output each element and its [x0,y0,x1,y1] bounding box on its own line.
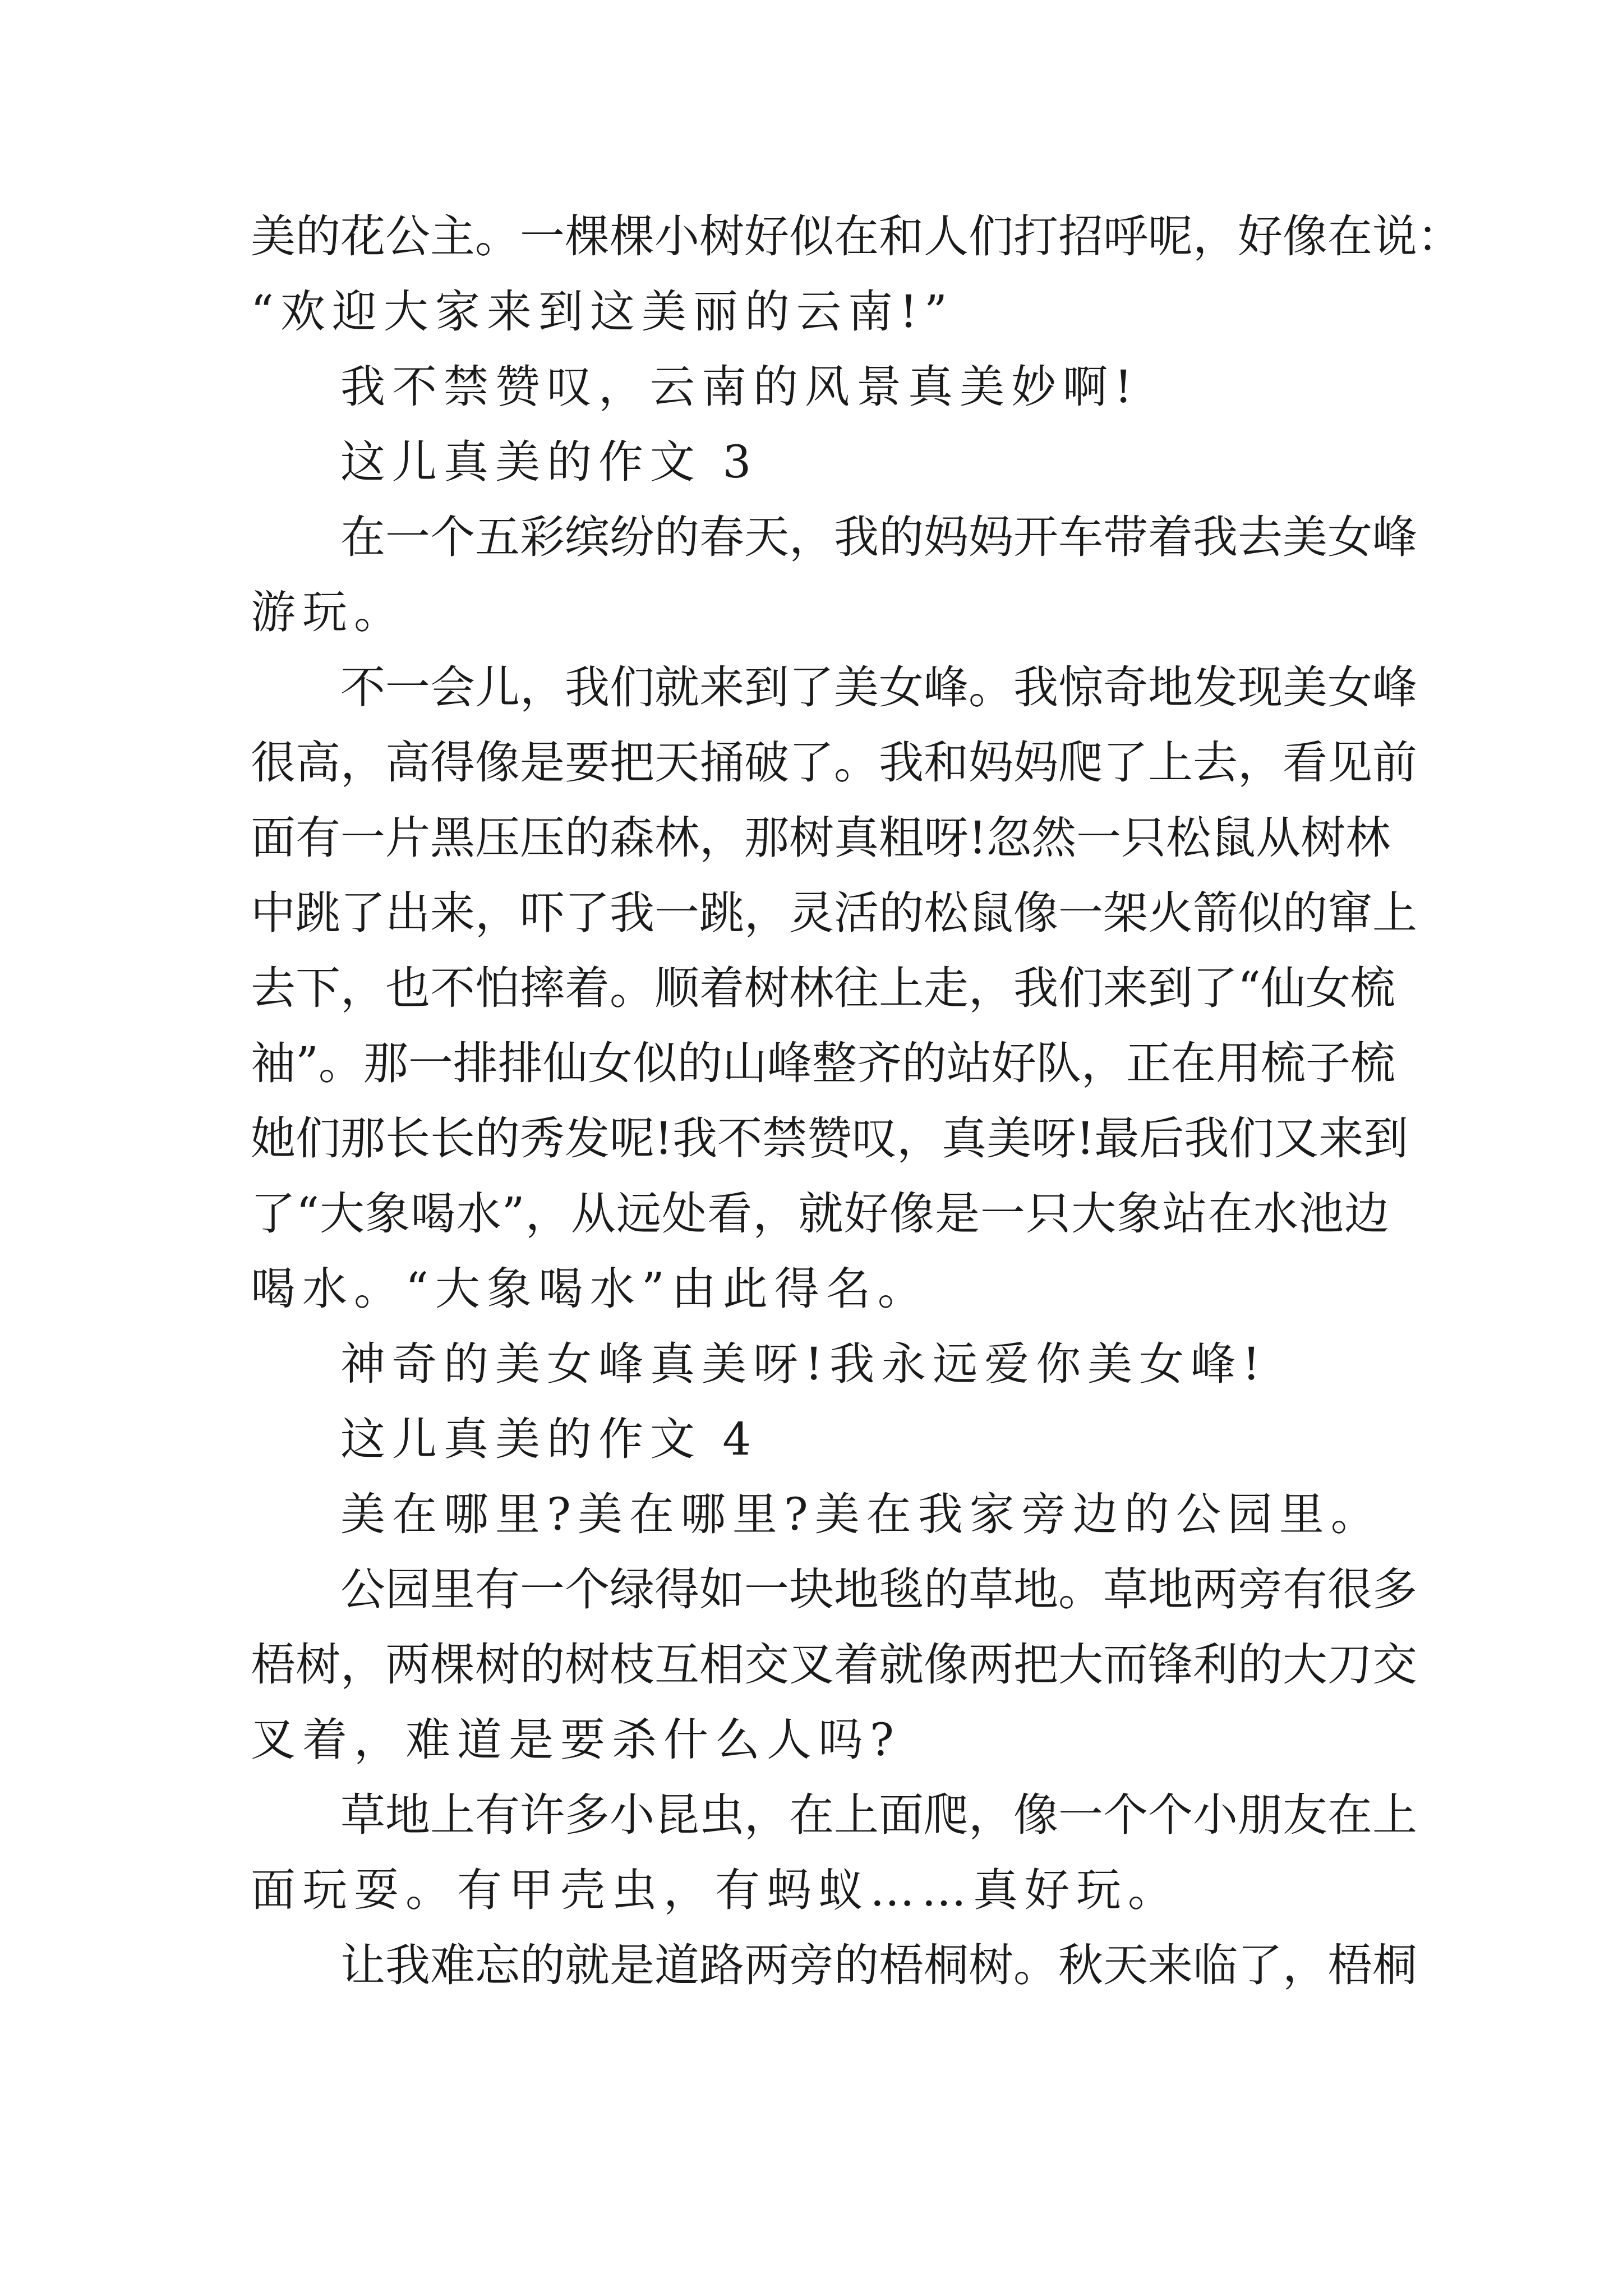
text-line: 不一会儿，我们就来到了美女峰。我惊奇地发现美女峰 [340,661,1417,714]
text-line: 让我难忘的就是道路两旁的梧桐树。秋天来临了，梧桐 [340,1939,1417,1991]
text-line: 中跳了出来，吓了我一跳，灵活的松鼠像一架火箭似的窜上 [251,887,1417,939]
text-line: 了“大象喝水”，从远处看，就好像是一只大象站在水池边 [251,1188,1389,1240]
essay-body [251,199,1462,2003]
text-line: 喝水。“大象喝水”由此得名。 [251,1263,929,1315]
text-line: 美的花公主。一棵棵小树好似在和人们打招呼呢，好像在说： [251,210,1462,263]
text-line: 游玩。 [251,586,405,638]
text-line: 在一个五彩缤纷的春天，我的妈妈开车带着我去美女峰 [340,511,1417,563]
text-line: “欢迎大家来到这美丽的云南!” [251,286,954,338]
text-line: 叉着，难道是要杀什么人吗? [251,1714,901,1766]
text-line: 这儿真美的作文 4 [340,1413,758,1465]
text-line: 神奇的美女峰真美呀!我永远爱你美女峰! [340,1338,1267,1390]
text-line: 草地上有许多小昆虫，在上面爬，像一个个小朋友在上 [340,1789,1417,1841]
text-line: 这儿真美的作文 3 [340,436,758,488]
text-line: 我不禁赞叹，云南的风景真美妙啊! [340,361,1140,413]
text-line: 面玩耍。有甲壳虫，有蚂蚁……真好玩。 [251,1864,1179,1916]
text-line: 美在哪里?美在哪里?美在我家旁边的公园里。 [340,1488,1382,1540]
text-line: 她们那长长的秀发呢!我不禁赞叹，真美呀!最后我们又来到 [251,1112,1409,1165]
text-line: 公园里有一个绿得如一块地毯的草地。草地两旁有很多 [340,1563,1417,1616]
text-line: 面有一片黑压压的森林，那树真粗呀!忽然一只松鼠从树林 [251,812,1391,864]
text-line: 去下，也不怕摔着。顺着树林往上走，我们来到了“仙女梳 [251,962,1395,1014]
text-line: 梧树，两棵树的树枝互相交叉着就像两把大而锋利的大刀交 [251,1639,1417,1691]
text-line: 袖”。那一排排仙女似的山峰整齐的站好队，正在用梳子梳 [251,1037,1395,1089]
text-line: 很高，高得像是要把天捅破了。我和妈妈爬了上去，看见前 [251,737,1417,789]
